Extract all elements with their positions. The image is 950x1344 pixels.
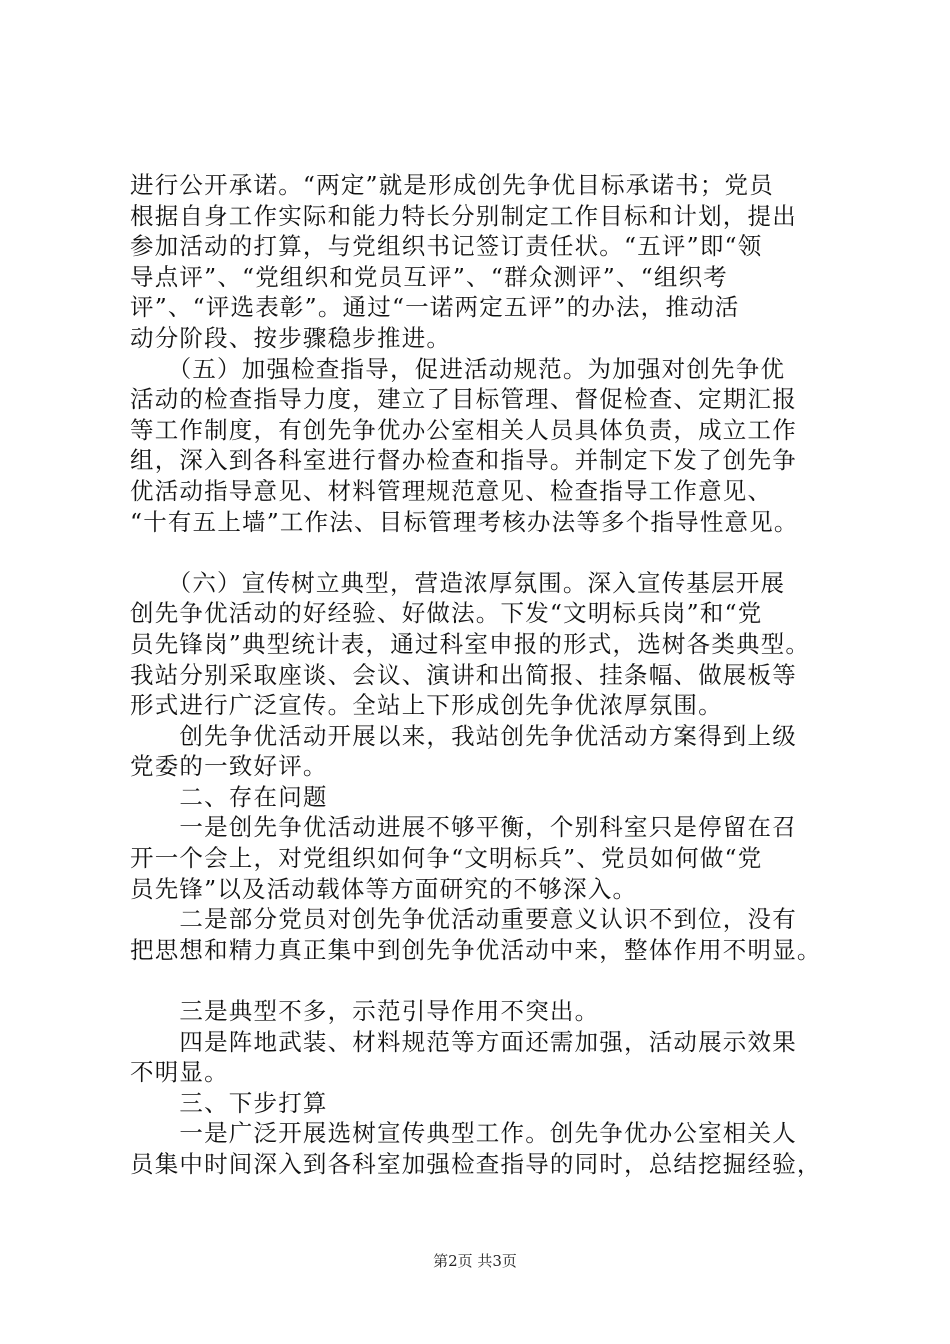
blank-line bbox=[130, 537, 842, 568]
text-line: 开一个会上，对党组织如何争“文明标兵”、党员如何做“党 bbox=[130, 844, 763, 873]
text-line: 四是阵地武装、材料规范等方面还需加强，活动展示效果 bbox=[130, 1027, 797, 1056]
text-line: 把思想和精力真正集中到创先争优活动中来，整体作用不明显。 bbox=[130, 935, 822, 964]
document-body bbox=[130, 170, 842, 1180]
text-line: 导点评”、“党组织和党员互评”、“群众测评”、“组织考 bbox=[130, 262, 728, 291]
text-line: 动分阶段、按步骤稳步推进。 bbox=[130, 323, 452, 352]
page-number-footer: 第2页 共3页 bbox=[433, 1252, 517, 1270]
text-line: 创先争优活动的好经验、好做法。下发“文明标兵岗”和“党 bbox=[130, 599, 763, 628]
text-line: 评”、“评选表彰”。通过“一诺两定五评”的办法，推动活 bbox=[130, 293, 740, 322]
text-line: 三是典型不多，示范引导作用不突出。 bbox=[130, 997, 600, 1026]
text-line: 一是广泛开展选树宣传典型工作。创先争优办公室相关人 bbox=[130, 1119, 797, 1148]
text-line: 创先争优活动开展以来，我站创先争优活动方案得到上级 bbox=[130, 721, 797, 750]
text-line: 形式进行广泛宣传。全站上下形成创先争优浓厚氛围。 bbox=[130, 691, 723, 720]
section-heading: 二、存在问题 bbox=[130, 782, 328, 811]
text-line: 党委的一致好评。 bbox=[130, 752, 328, 781]
text-line: 我站分别采取座谈、会议、演讲和出简报、挂条幅、做展板等 bbox=[130, 660, 797, 689]
text-line: 根据自身工作实际和能力特长分别制定工作目标和计划，提出 bbox=[130, 201, 797, 230]
text-line: 优活动指导意见、材料管理规范意见、检查指导工作意见、 bbox=[130, 476, 773, 505]
text-line: 员先锋岗”典型统计表，通过科室申报的形式，选树各类典型。 bbox=[130, 629, 811, 658]
text-line: 活动的检查指导力度，建立了目标管理、督促检查、定期汇报 bbox=[130, 385, 797, 414]
text-line: （六）宣传树立典型，营造浓厚氛围。深入宣传基层开展 bbox=[130, 568, 786, 597]
blank-line bbox=[130, 965, 842, 996]
text-line: 参加活动的打算，与党组织书记签订责任状。“五评”即“领 bbox=[130, 232, 763, 261]
text-line: 一是创先争优活动进展不够平衡，个别科室只是停留在召 bbox=[130, 813, 797, 842]
text-line: 员集中时间深入到各科室加强检查指导的同时，总结挖掘经验， bbox=[130, 1150, 822, 1178]
text-line: 不明显。 bbox=[130, 1058, 229, 1087]
text-line: 等工作制度，有创先争优办公室相关人员具体负责，成立工作 bbox=[130, 415, 797, 444]
section-heading: 三、下步打算 bbox=[130, 1088, 328, 1117]
text-line: 员先锋”以及活动载体等方面研究的不够深入。 bbox=[130, 874, 638, 903]
text-line: （五）加强检查指导，促进活动规范。为加强对创先争优 bbox=[130, 354, 786, 383]
text-line: “十有五上墙”工作法、目标管理考核办法等多个指导性意见。 bbox=[130, 507, 799, 536]
text-line: 二是部分党员对创先争优活动重要意义认识不到位，没有 bbox=[130, 905, 797, 934]
text-line: 进行公开承诺。“两定”就是形成创先争优目标承诺书；党员 bbox=[130, 171, 774, 199]
text-line: 组，深入到各科室进行督办检查和指导。并制定下发了创先争 bbox=[130, 446, 797, 475]
